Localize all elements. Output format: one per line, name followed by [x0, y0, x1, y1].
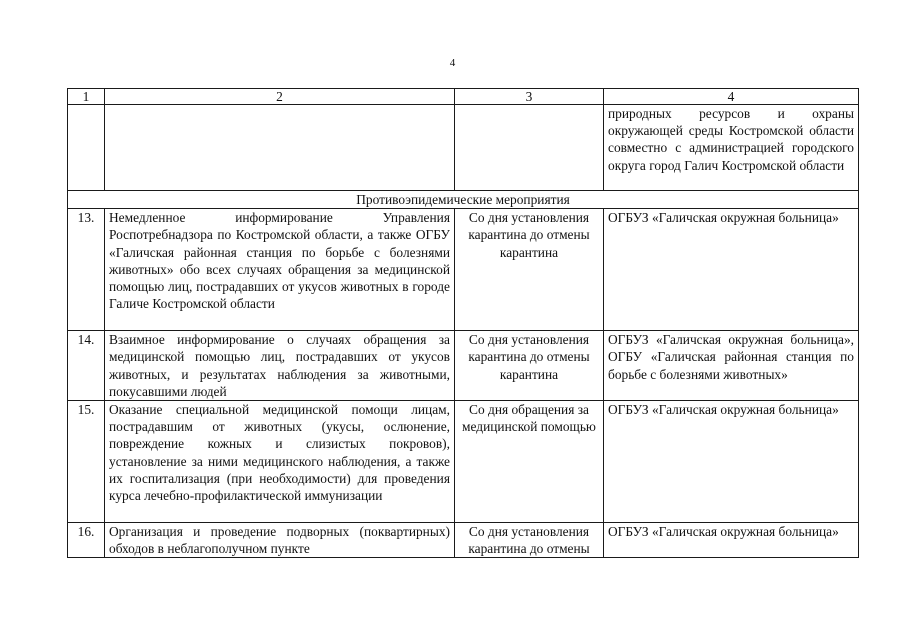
page-number: 4 [449, 57, 456, 69]
table-row [68, 331, 859, 401]
period-cell: Со дня обращения за медицинской помощью [455, 401, 604, 523]
table-row-continuation [68, 105, 859, 191]
column-number-2: 2 [105, 89, 455, 105]
measures-table [67, 88, 859, 558]
executor-cell: природных ресурсов и охраны окружающей среды Костромской области совместно с администрацией городского округа город Галич Костромской области [604, 105, 859, 191]
section-title: Противоэпидемические мероприятия [68, 191, 859, 209]
section-heading-row [68, 191, 859, 209]
column-number-4: 4 [604, 89, 859, 105]
executor-cell: ОГБУЗ «Галичская окружная больница» [604, 523, 859, 558]
column-number-row [68, 89, 859, 105]
row-number-cell [68, 105, 105, 191]
row-number-cell: 16. [68, 523, 105, 558]
table-row [68, 523, 859, 558]
period-cell: Со дня установления карантина до отмены карантина [455, 209, 604, 331]
executor-cell: ОГБУЗ «Галичская окружная больница» [604, 401, 859, 523]
column-number-3: 3 [455, 89, 604, 105]
period-cell: Со дня установления карантина до отмены [455, 523, 604, 558]
row-number-cell: 13. [68, 209, 105, 331]
executor-cell: ОГБУЗ «Галичская окружная больница» [604, 209, 859, 331]
table-row [68, 209, 859, 331]
period-cell: Со дня установления карантина до отмены карантина [455, 331, 604, 401]
column-number-1: 1 [68, 89, 105, 105]
executor-cell: ОГБУЗ «Галичская окружная больница», ОГБУ «Галичская районная станция по борьбе с болезнями животных» [604, 331, 859, 401]
measure-cell: Взаимное информирование о случаях обращения за медицинской помощью лиц, пострадавших от укусов животных, и результатах наблюдения за животными, покусавшими людей [105, 331, 455, 401]
measure-cell [105, 105, 455, 191]
measure-cell: Организация и проведение подворных (поквартирных) обходов в неблагополучном пункте [105, 523, 455, 558]
period-cell [455, 105, 604, 191]
measure-cell: Немедленное информирование Управления Роспотребнадзора по Костромской области, а также ОГБУ «Галичская районная станция по борьбе с болезнями животных» обо всех случаях обращения за медицинской помощью лиц, пострадавших от укусов животных в городе Галиче Костромской области [105, 209, 455, 331]
row-number-cell: 14. [68, 331, 105, 401]
measure-cell: Оказание специальной медицинской помощи лицам, пострадавшим от животных (укусы, ослюнение, повреждение кожных и слизистых покровов), установление за ними медицинского наблюдения, а также их госпитализация (при необходимости) для проведения курса лечебно-профилактической иммунизации [105, 401, 455, 523]
row-number-cell: 15. [68, 401, 105, 523]
table-row [68, 401, 859, 523]
